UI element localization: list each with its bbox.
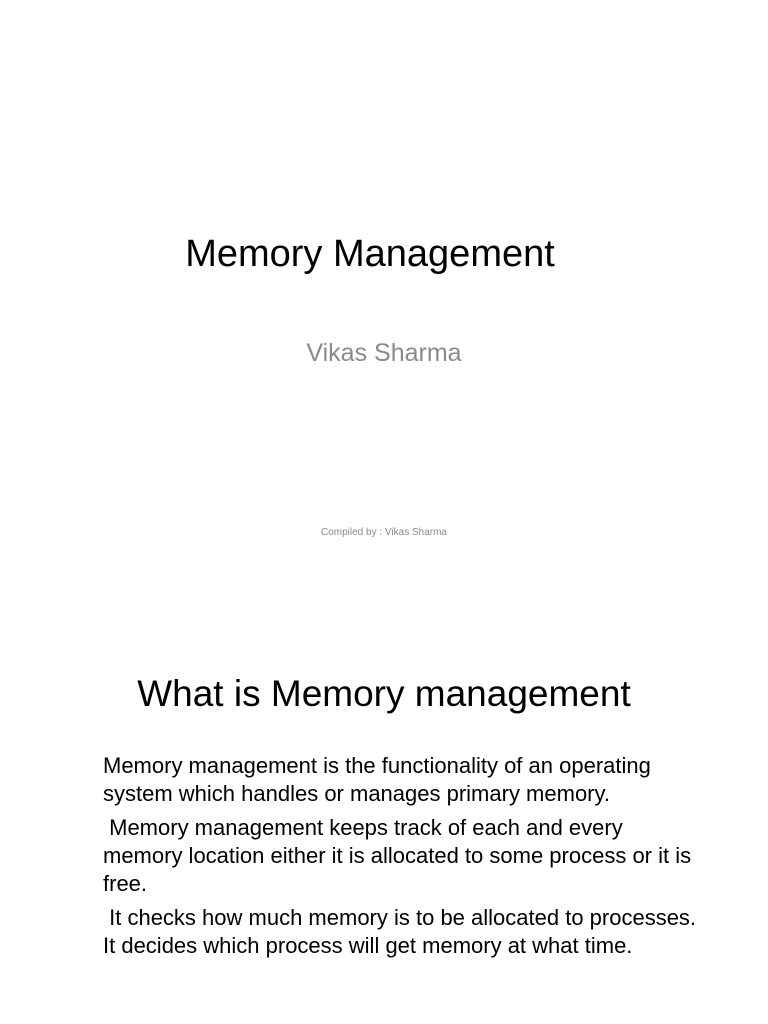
body-paragraph: Memory management is the functionality of an operating system which handles or manages primary memory.: [103, 753, 657, 806]
slide-title: What is Memory management: [137, 673, 631, 714]
author-subtitle: Vikas Sharma: [306, 339, 462, 367]
presentation-title: Memory Management: [185, 233, 555, 275]
content-slide: [0, 640, 768, 1024]
slide-body: [103, 752, 703, 966]
slide-footer: Compiled by : Vikas Sharma: [321, 527, 447, 538]
body-paragraph: Memory management keeps track of each and every memory location either it is allocated to some process or it is free.: [103, 815, 698, 896]
body-paragraph: It checks how much memory is to be allocated to processes. It decides which process will get memory at what time.: [103, 905, 703, 958]
